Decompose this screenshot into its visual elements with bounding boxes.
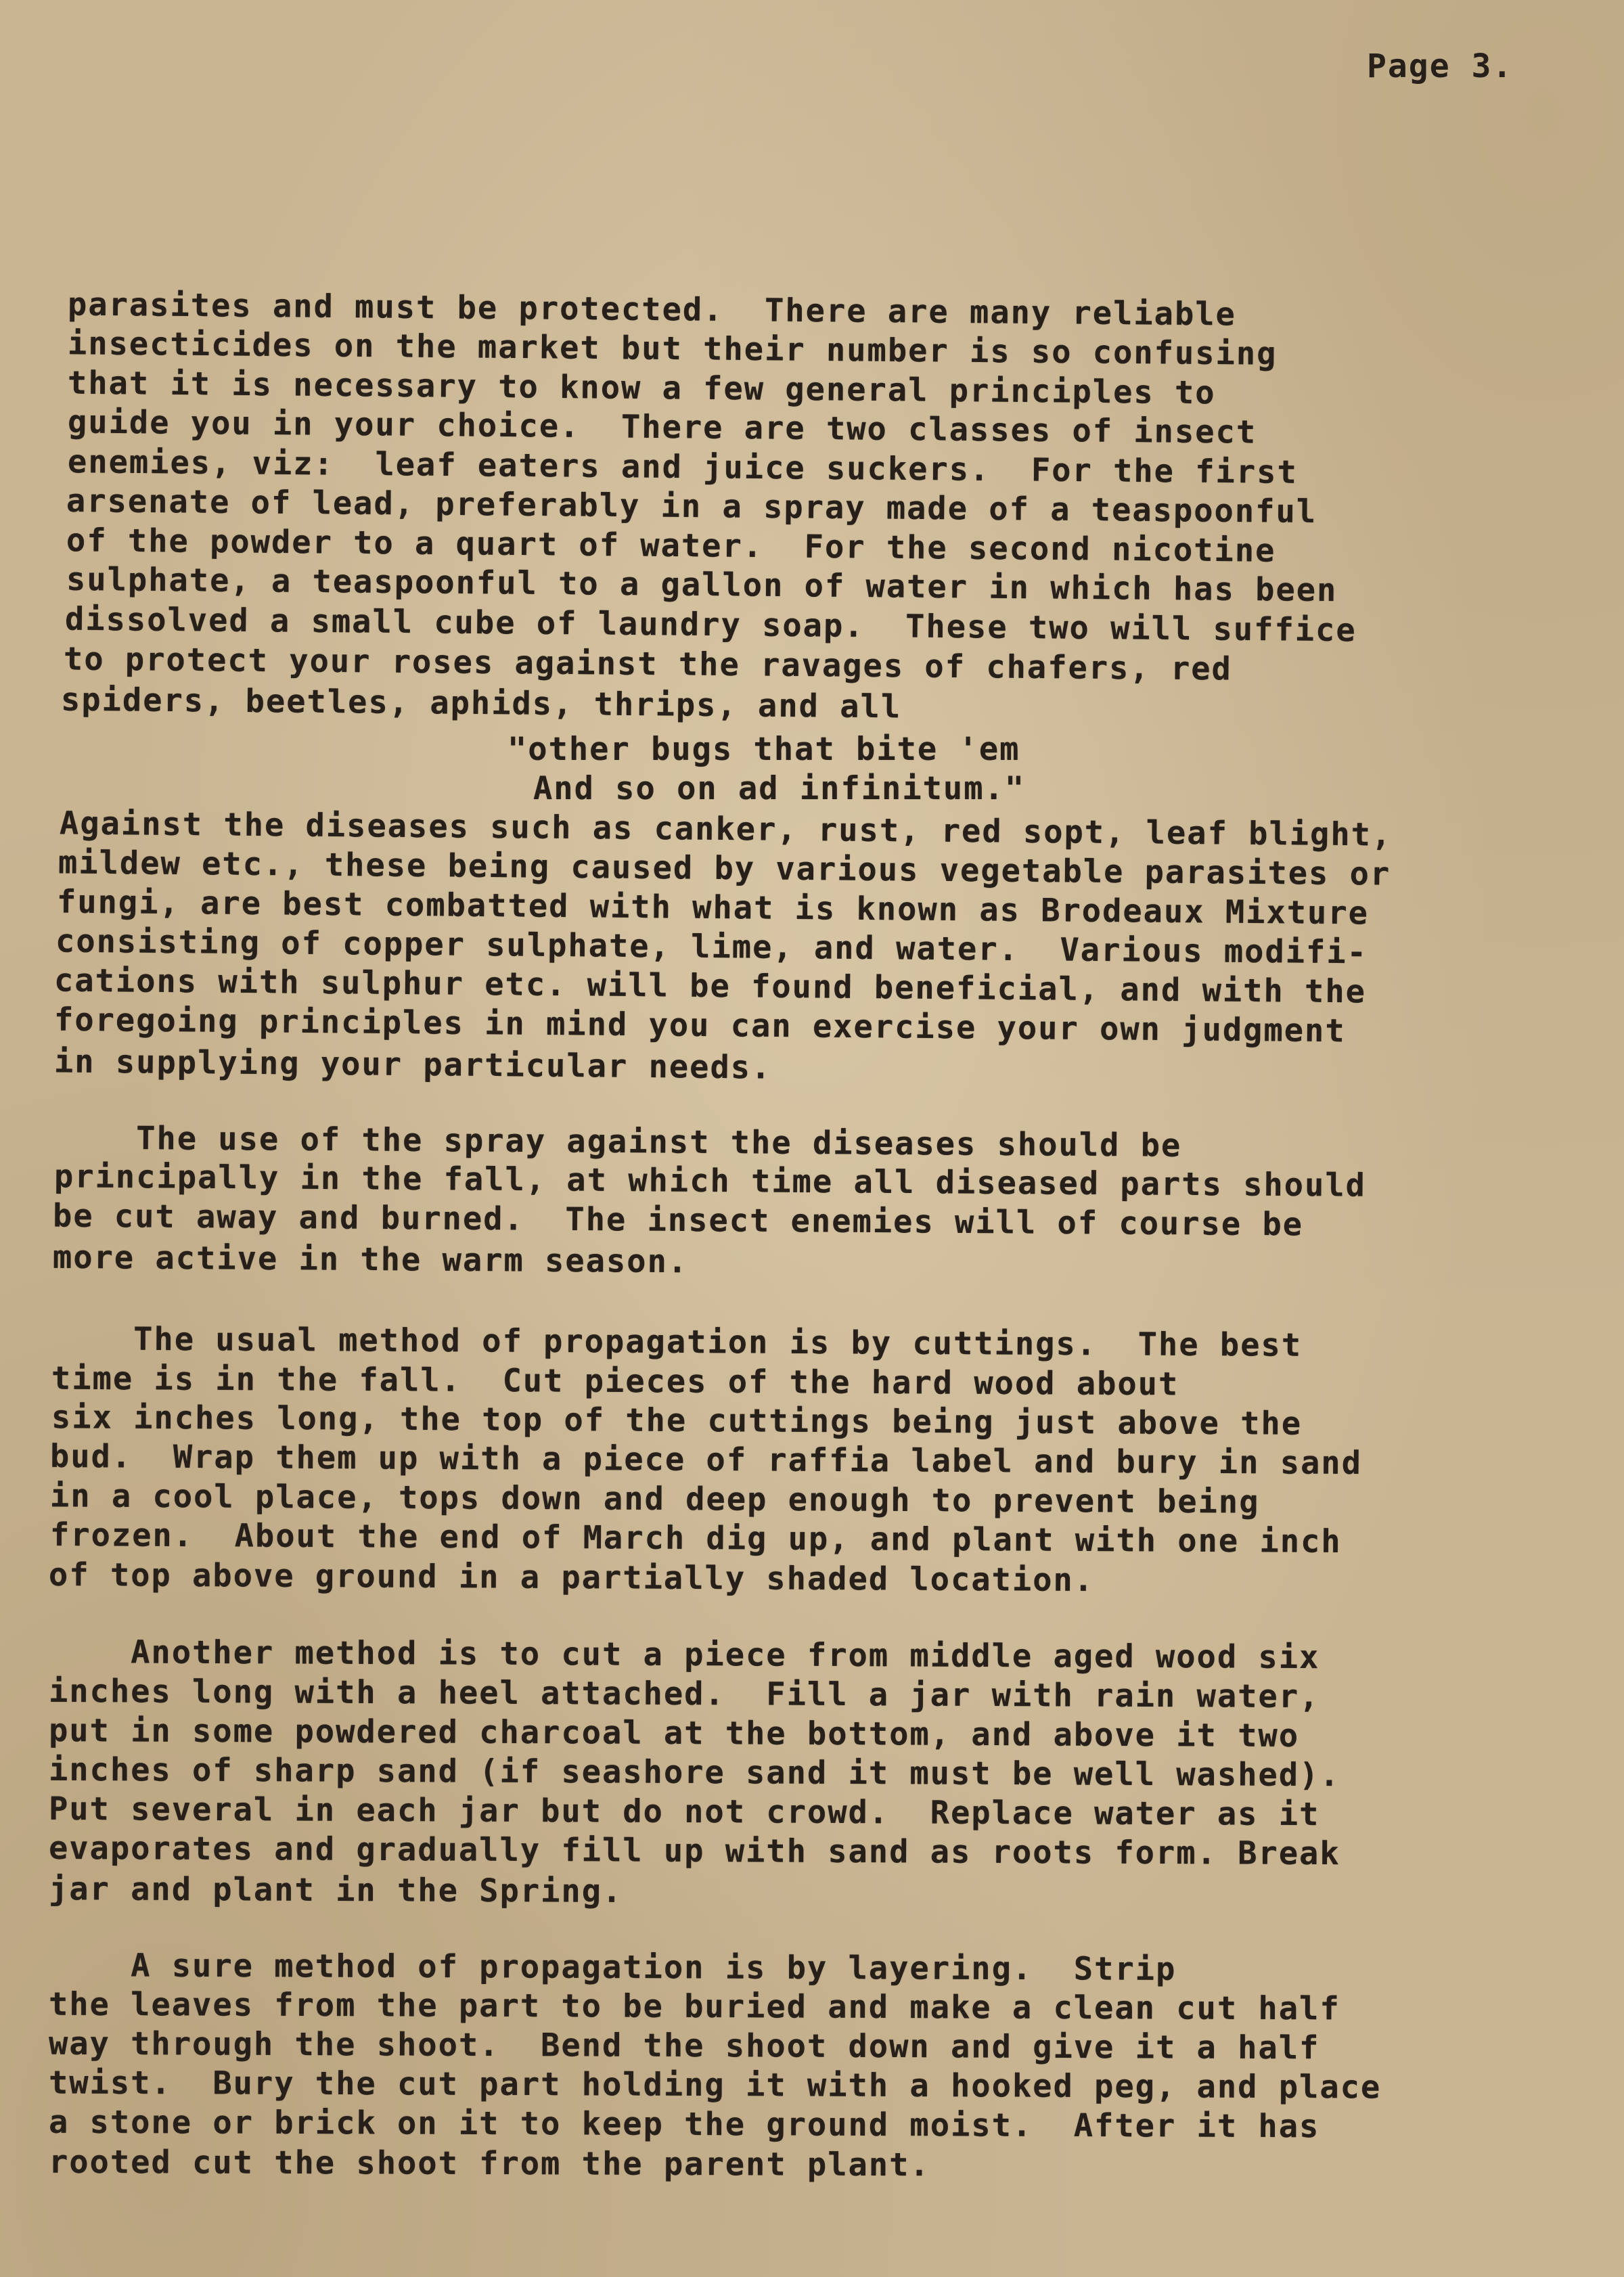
text-line: guide you in your choice. There are two classes of insect: [67, 403, 1257, 451]
text-line: more active in the warm season.: [52, 1238, 689, 1281]
quote-line: "other bugs that bite 'em: [508, 731, 1020, 768]
text-line: in supplying your particular needs.: [53, 1043, 772, 1087]
text-line: jar and plant in the Spring.: [48, 1870, 623, 1910]
text-line: inches long with a heel attached. Fill a jar with rain water,: [48, 1672, 1320, 1716]
text-line: time is in the fall. Cut pieces of the hard wood about: [51, 1359, 1179, 1403]
text-line: parasites and must be protected. There are many reliable: [67, 286, 1237, 334]
text-line: the leaves from the part to be buried and make a clean cut half: [48, 1985, 1340, 2028]
text-line: be cut away and burned. The insect enemies will of course be: [52, 1197, 1304, 1244]
text-line: frozen. About the end of March dig up, and plant with one inch: [49, 1516, 1342, 1560]
text-line: evaporates and gradually fill up with sand as roots form. Break: [48, 1829, 1340, 1873]
text-line: enemies, viz: leaf eaters and juice suckers. For the first: [67, 443, 1299, 491]
text-line: a stone or brick on it to keep the ground moist. After it has: [48, 2103, 1320, 2146]
text-line: principally in the fall, at which time all diseased parts should: [53, 1158, 1367, 1204]
page-number: Page 3.: [1367, 47, 1514, 85]
text-line: put in some powdered charcoal at the bottom, and above it two: [48, 1711, 1300, 1755]
text-line: six inches long, the top of the cuttings being just above the: [51, 1399, 1303, 1443]
text-line: that it is necessary to know a few general principles to: [67, 364, 1216, 412]
text-line: The use of the spray against the diseases should be: [53, 1119, 1182, 1165]
text-line: Another method is to cut a piece from middle aged wood six: [48, 1633, 1320, 1677]
text-line: consisting of copper sulphate, lime, and water. Various modifi-: [55, 922, 1368, 972]
text-line: bud. Wrap them up with a piece of raffia label and bury in sand: [49, 1437, 1363, 1483]
text-line: arsenate of lead, preferably in a spray made of a teaspoonful: [66, 482, 1317, 531]
text-line: inches of sharp sand (if seashore sand it must be well washed).: [48, 1751, 1340, 1795]
text-line: way through the shoot. Bend the shoot down and give it a half: [48, 2025, 1320, 2067]
text-line: Against the diseases such as canker, rust, red sopt, leaf blight,: [59, 805, 1393, 854]
quote-line: And so on ad infinitum.": [533, 770, 1026, 807]
text-line: dissolved a small cube of laundry soap. These two will suffice: [64, 600, 1357, 650]
text-line: of top above ground in a partially shaded location.: [48, 1556, 1095, 1600]
text-line: of the powder to a quart of water. For the second nicotine: [66, 522, 1276, 570]
text-line: twist. Bury the cut part holding it with a hooked peg, and place: [48, 2064, 1382, 2106]
text-line: sulphate, a teaspoonful to a gallon of water in which has been: [66, 560, 1338, 610]
text-line: foregoing principles in mind you can exercise your own judgment: [53, 1001, 1346, 1050]
text-line: spiders, beetles, aphids, thrips, and all: [60, 681, 902, 726]
text-line: to protect your roses against the ravages of chafers, red: [63, 640, 1233, 688]
text-line: A sure method of propagation is by layering. Strip: [48, 1947, 1177, 1988]
text-line: The usual method of propagation is by cuttings. The best: [51, 1320, 1303, 1364]
text-line: cations with sulphur etc. will be found beneficial, and with the: [53, 962, 1367, 1011]
text-line: fungi, are best combatted with what is known as Brodeaux Mixture: [56, 883, 1370, 932]
text-line: rooted cut the shoot from the parent plant.: [48, 2143, 930, 2184]
text-line: Put several in each jar but do not crowd. Replace water as it: [48, 1790, 1320, 1834]
text-line: in a cool place, tops down and deep enough to prevent being: [49, 1477, 1260, 1521]
text-line: mildew etc., these being caused by various vegetable parasites or: [58, 844, 1391, 893]
text-line: insecticides on the market but their number is so confusing: [67, 325, 1278, 373]
